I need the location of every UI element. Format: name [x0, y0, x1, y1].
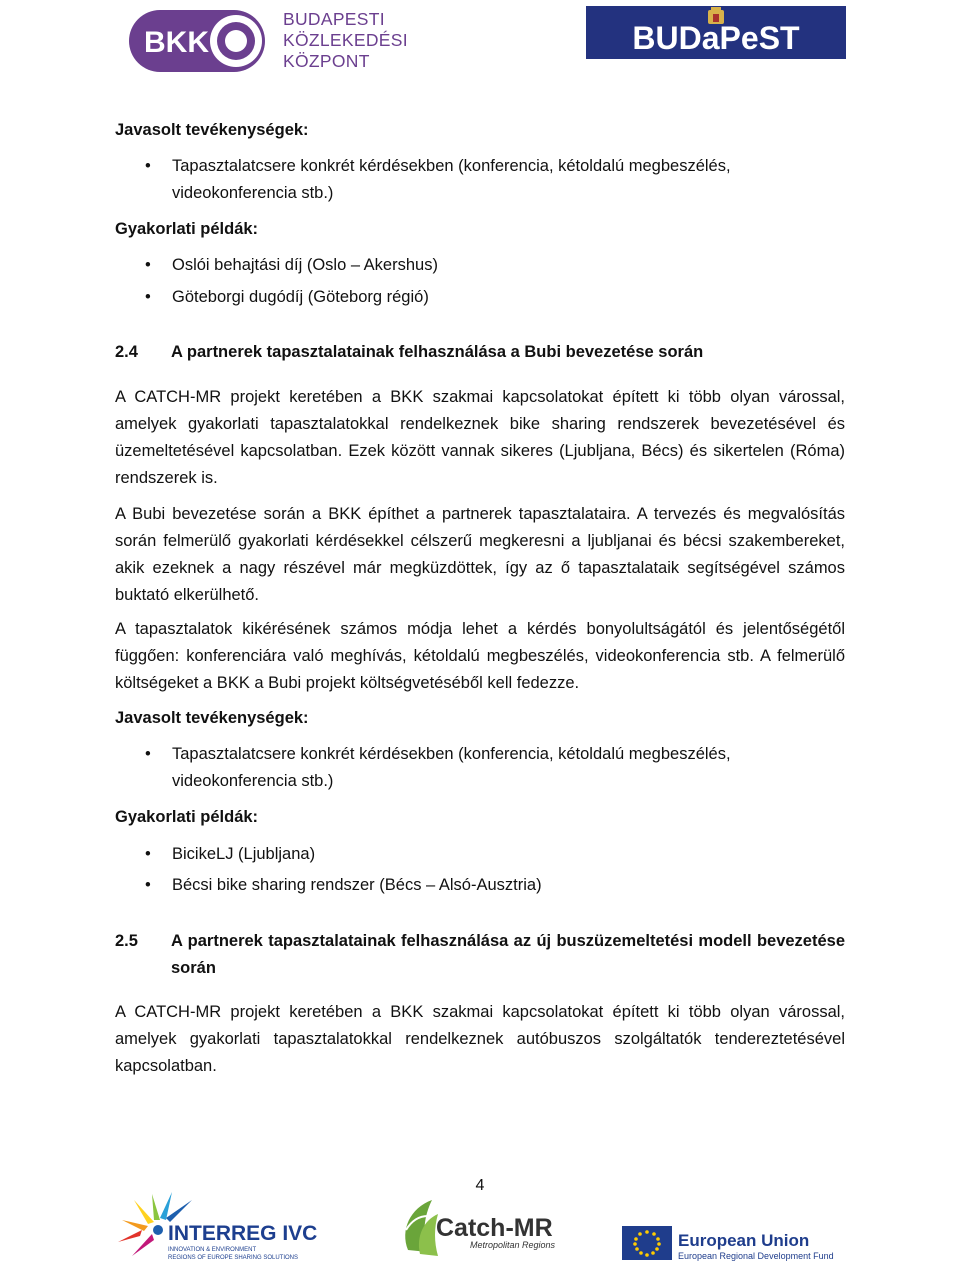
- javasolt-heading-2: Javasolt tevékenységek:: [115, 709, 309, 727]
- paragraph-2-5-1: A CATCH-MR projekt keretében a BKK szakmai kapcsolatokat épített ki több olyan várossal, amelyek gyakorlati tapasztalatokkal rendelkeznek autóbuszos szolgáltatók tendereztetésével kapcsolatban.: [115, 1003, 845, 1075]
- paragraph-2-4-1: A CATCH-MR projekt keretében a BKK szakmai kapcsolatokat épített ki több olyan várossal, amelyek gyakorlati tapasztalatokkal rendelkeznek bike sharing rendszerek bevezetésével és üzemeltetésével kapcsolatban. Ezek között vannak sikeres (Ljubljana, Bécs) és sikertelen (Róma) rendszerek is.: [115, 388, 845, 487]
- gyakorlati-heading-1: Gyakorlati példák:: [115, 220, 259, 238]
- section-title-2-4: A partnerek tapasztalatainak felhasználása a Bubi bevezetése során: [171, 343, 704, 361]
- interreg-logo: [112, 1190, 332, 1268]
- svg-text:INTERREG IVC: INTERREG IVC: [168, 1222, 318, 1245]
- budapest-logo: [586, 6, 846, 59]
- list-item-text: Bécsi bike sharing rendszer (Bécs – Alsó-Ausztria): [172, 876, 542, 894]
- bkk-line-2: KÖZLEKEDÉSI: [283, 30, 408, 50]
- bullet: •: [145, 845, 151, 863]
- list-item-text: Oslói behajtási díj (Oslo – Akershus): [172, 256, 438, 274]
- list-item-text-continued: videokonferencia stb.): [172, 772, 334, 790]
- budapest-logo-text: BUDaPeST: [632, 20, 800, 56]
- svg-text:REGIONS OF EUROPE SHARING SOLU: REGIONS OF EUROPE SHARING SOLUTIONS: [168, 1255, 299, 1261]
- javasolt-heading-1: Javasolt tevékenységek:: [115, 121, 309, 139]
- paragraph-2-4-2: A Bubi bevezetése során a BKK építhet a partnerek tapasztalataira. A tervezés és megvalósítás során felmerülő gyakorlati kérdésekkel célszerű megkeresni a ljubljanai és bécsi szakembereket, akik ezeknek a nagy részével már megküzdöttek, így az ő tapasztalataik segítségével számos buktató elkerülhető.: [115, 505, 845, 604]
- list-item-text: Tapasztalatcsere konkrét kérdésekben (konferencia, kétoldalú megbeszélés,: [172, 157, 731, 175]
- catch-mr-leaf-icon: [405, 1200, 438, 1256]
- bullet: •: [145, 288, 151, 306]
- bkk-logo-badge: [128, 8, 270, 74]
- eu-logo: [620, 1190, 850, 1268]
- page-number: 4: [475, 1177, 485, 1194]
- section-title-2-5: A partnerek tapasztalatainak felhasználása az új buszüzemeltetési modell bevezetése során: [171, 932, 845, 977]
- bullet: •: [145, 745, 151, 763]
- list-item-text: Tapasztalatcsere konkrét kérdésekben (konferencia, kétoldalú megbeszélés,: [172, 745, 731, 763]
- list-item-text: BicikeLJ (Ljubljana): [172, 845, 316, 863]
- list-item-text-continued: videokonferencia stb.): [172, 184, 334, 202]
- svg-text:INNOVATION & ENVIRONMENT: INNOVATION & ENVIRONMENT: [168, 1247, 257, 1253]
- bkk-badge-text: BKK: [144, 26, 209, 59]
- section-number-2-4: 2.4: [115, 343, 138, 361]
- svg-text:European Union: European Union: [678, 1231, 810, 1250]
- bkk-line-1: BUDAPESTI: [283, 9, 385, 29]
- catch-mr-logo: [398, 1190, 568, 1268]
- svg-text:Catch-MR: Catch-MR: [436, 1214, 553, 1242]
- list-item-text: Göteborgi dugódíj (Göteborg régió): [172, 288, 429, 306]
- bullet: •: [145, 876, 151, 894]
- svg-text:Metropolitan Regions: Metropolitan Regions: [470, 1240, 556, 1250]
- paragraph-2-4-3: A tapasztalatok kikérésének számos módja lehet a kérdés bonyolultságától és jelentőségétől függően: konferenciára való meghívás, kétoldalú megbeszélés, videokonferencia stb. A felmerülő költségeket a BKK a Bubi projekt költségvetéséből kell fedezze.: [115, 620, 845, 692]
- svg-text:European Regional Development: European Regional Development Fund: [678, 1251, 834, 1261]
- bullet: •: [145, 256, 151, 274]
- bullet: •: [145, 157, 151, 175]
- gyakorlati-heading-2: Gyakorlati példák:: [115, 808, 259, 826]
- bkk-logo-text: [283, 9, 408, 72]
- bkk-line-3: KÖZPONT: [283, 51, 370, 71]
- section-number-2-5: 2.5: [115, 932, 138, 950]
